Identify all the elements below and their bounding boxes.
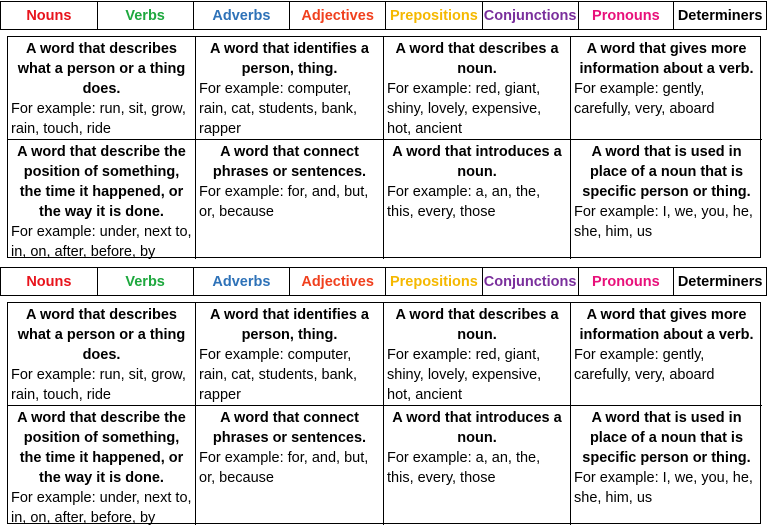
definition-text: A word that describes what a person or a thing does.: [17, 307, 186, 363]
example-text: For example: a, an, the, this, every, those: [387, 450, 541, 486]
label-nouns: Nouns: [1, 2, 98, 29]
word-class-labels: [0, 1, 767, 30]
definition-text: A word that identifies a person, thing.: [210, 307, 369, 343]
example-text: For example: gently, carefully, very, aboard: [574, 347, 715, 383]
label-prepositions: Prepositions: [386, 268, 483, 295]
definition-card: [571, 303, 762, 406]
definition-text: A word that describes what a person or a thing does.: [17, 41, 186, 97]
definition-card: [196, 37, 384, 140]
example-text: For example: computer, rain, cat, students, bank, rapper: [199, 347, 357, 403]
definition-card: [571, 140, 762, 259]
definition-grid: [7, 302, 761, 524]
label-pronouns: Pronouns: [579, 2, 675, 29]
definition-card: [384, 303, 571, 406]
label-adverbs: Adverbs: [194, 268, 291, 295]
example-text: For example: for, and, but, or, because: [199, 450, 369, 486]
label-prepositions: Prepositions: [386, 2, 483, 29]
label-pronouns: Pronouns: [579, 268, 675, 295]
example-text: For example: a, an, the, this, every, those: [387, 184, 541, 220]
example-text: For example: computer, rain, cat, students, bank, rapper: [199, 81, 357, 137]
definition-card: [196, 303, 384, 406]
example-text: For example: under, next to, in, on, after, before, by: [11, 224, 192, 259]
example-text: For example: gently, carefully, very, aboard: [574, 81, 715, 117]
label-adjectives: Adjectives: [290, 2, 386, 29]
label-conjunctions: Conjunctions: [483, 268, 579, 295]
definition-card: [384, 140, 571, 259]
label-adverbs: Adverbs: [194, 2, 291, 29]
example-text: For example: I, we, you, he, she, him, us: [574, 204, 753, 240]
definition-text: A word that is used in place of a noun that is specific person or thing.: [582, 144, 751, 200]
word-class-labels: [0, 267, 767, 296]
definition-grid: [7, 36, 761, 258]
label-adjectives: Adjectives: [290, 268, 386, 295]
definition-text: A word that connect phrases or sentences.: [212, 144, 367, 180]
definition-card: [571, 406, 762, 525]
worksheet-top: [0, 0, 768, 262]
example-text: For example: run, sit, grow, rain, touch, ride: [11, 367, 186, 403]
definition-card: [571, 37, 762, 140]
example-text: For example: red, giant, shiny, lovely, expensive, hot, ancient: [387, 81, 542, 137]
definition-text: A word that describe the position of something, the time it happened, or the way it is done.: [17, 144, 186, 220]
example-text: For example: red, giant, shiny, lovely, expensive, hot, ancient: [387, 347, 542, 403]
definition-card: [8, 406, 196, 525]
label-determiners: Determiners: [677, 7, 763, 24]
label-nouns: Nouns: [1, 268, 98, 295]
example-text: For example: run, sit, grow, rain, touch, ride: [11, 101, 186, 137]
definition-text: A word that introduces a noun.: [392, 410, 562, 446]
definition-text: A word that gives more information about a verb.: [579, 41, 754, 77]
definition-text: A word that introduces a noun.: [392, 144, 562, 180]
definition-text: A word that identifies a person, thing.: [210, 41, 369, 77]
definition-card: [196, 140, 384, 259]
definition-text: A word that describe the position of something, the time it happened, or the way it is done.: [17, 410, 186, 486]
definition-text: A word that describes a noun.: [395, 41, 559, 77]
example-text: For example: under, next to, in, on, after, before, by: [11, 490, 192, 525]
label-verbs: Verbs: [98, 2, 194, 29]
example-text: For example: I, we, you, he, she, him, us: [574, 470, 753, 506]
label-verbs: Verbs: [98, 268, 194, 295]
definition-text: A word that gives more information about a verb.: [579, 307, 754, 343]
definition-card: [384, 37, 571, 140]
definition-card: [8, 140, 196, 259]
worksheet-bottom: [0, 266, 768, 528]
definition-text: A word that connect phrases or sentences.: [212, 410, 367, 446]
example-text: For example: for, and, but, or, because: [199, 184, 369, 220]
definition-card: [196, 406, 384, 525]
definition-card: [8, 303, 196, 406]
definition-card: [384, 406, 571, 525]
label-determiners: Determiners: [677, 273, 763, 290]
label-conjunctions: Conjunctions: [483, 2, 579, 29]
definition-text: A word that describes a noun.: [395, 307, 559, 343]
definition-text: A word that is used in place of a noun that is specific person or thing.: [582, 410, 751, 466]
definition-card: [8, 37, 196, 140]
